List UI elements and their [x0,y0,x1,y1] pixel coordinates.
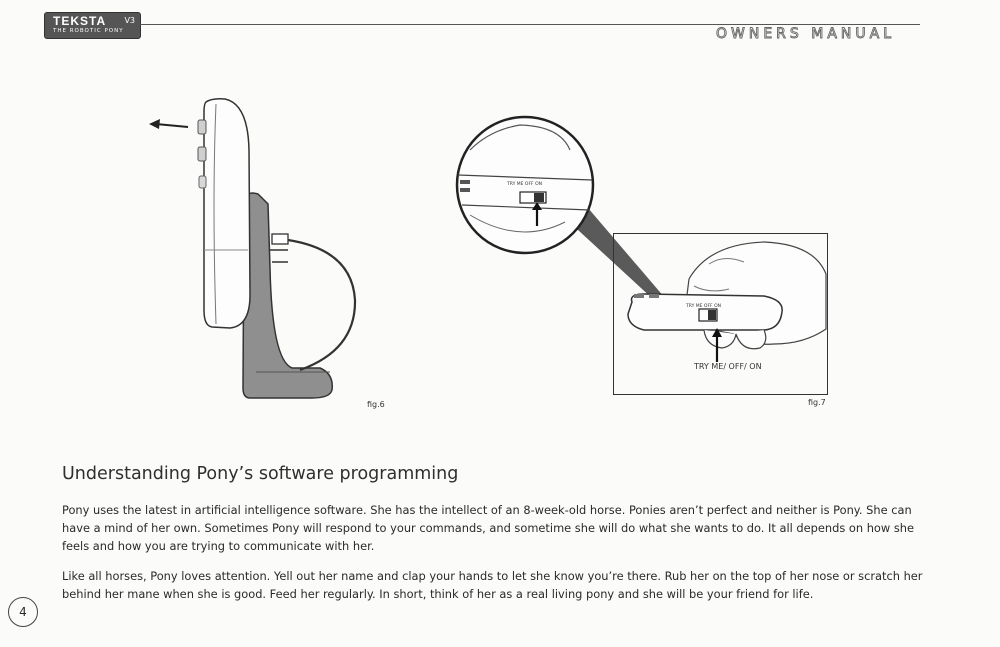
paragraph-2 [62,567,924,603]
fig7-frame [613,233,828,395]
logo-tagline: THE ROBOTIC PONY [53,28,124,34]
manual-title: OWNERS MANUAL [716,26,895,42]
paragraph-1-line: Pony uses the latest in artificial intelligence software. She has the intellect of an 8-week-old horse. Ponies aren’t perfect and neither is Pony. She can [62,503,912,517]
paragraph-1-line: have a mind of her own. Sometimes Pony will respond to your commands, and sometime she will do what she wants to do. It all depends on how she [62,521,914,535]
remote-switch-label: TRY ME OFF ON [686,304,721,309]
fig7-caption: fig.7 [808,398,826,407]
page-number: 4 [8,597,38,627]
logo-brand: TEKSTA [53,14,107,28]
paragraph-2-line: behind her mane when she is good. Feed her regularly. In short, think of her as a real living pony and she will be your friend for life. [62,587,814,601]
paragraph-2-line: Like all horses, Pony loves attention. Yell out her name and clap your hands to let she know you’re there. Rub her on the top of her nose or scratch her [62,569,923,583]
logo-version: V3 [124,16,135,25]
section-heading: Understanding Pony’s software programming [62,464,459,484]
paragraph-1-line: feels and how you are trying to communicate with her. [62,539,375,553]
paragraph-1 [62,501,924,555]
switch-callout: TRY ME/ OFF/ ON [694,362,762,371]
fig6-caption: fig.6 [367,400,385,409]
zoom-switch-label: TRY ME OFF ON [507,182,542,187]
